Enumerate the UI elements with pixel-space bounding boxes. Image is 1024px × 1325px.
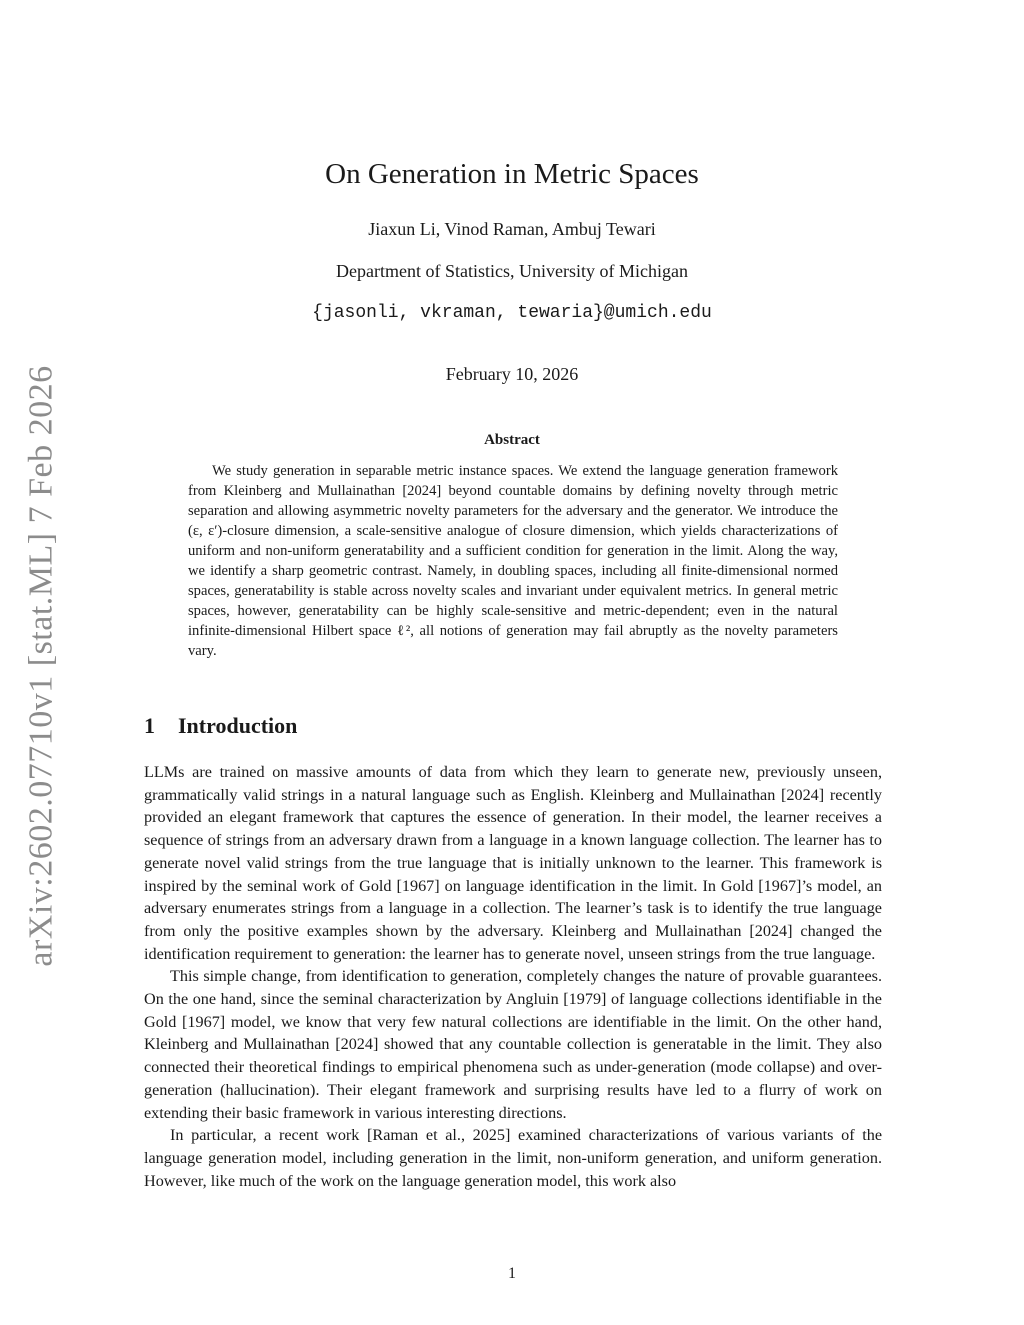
paper-title: On Generation in Metric Spaces: [325, 158, 699, 190]
paragraph: This simple change, from identification to generation, completely changes the nature of provable guarantees. On the one hand, since the seminal characterization by Angluin [1979] of language collections identifiable in the Gold [1967] model, we know that very few natural collections are identifiable in the limit. On the other hand, Kleinberg and Mullainathan [2024] showed that any countable collection is generatable in the limit. They also connected their theoretical findings to empirical phenomena such as under-generation (mode collapse) and over-generation (hallucination). Their elegant framework and surprising results have led to a flurry of work on extending their basic framework in various interesting directions.: [144, 967, 882, 1122]
author-list: Jiaxun Li, Vinod Raman, Ambuj Tewari: [368, 219, 656, 239]
introduction-body: [144, 761, 882, 1192]
arxiv-side-stamp: [10, 367, 74, 965]
arxiv-identifier: arXiv:2602.07710v1 [stat.ML] 7 Feb 2026: [23, 365, 60, 967]
page-number: 1: [508, 1265, 516, 1282]
paragraph: In particular, a recent work [Raman et al., 2025] examined characterizations of various variants of the language generation model, including generation in the limit, non-uniform generation, and uniform generation. However, like much of the work on the language generation model, this work also: [144, 1126, 882, 1190]
paper-date: February 10, 2026: [445, 364, 579, 384]
affiliation: Department of Statistics, University of Michigan: [336, 261, 688, 281]
abstract-text: We study generation in separable metric instance spaces. We extend the language generation framework from Kleinberg and Mullainathan [2024] beyond countable domains by defining novelty through metric separation and allowing asymmetric novelty parameters for the adversary and the generator. We introduce the (ε, ε′)-closure dimension, a scale-sensitive analogue of closure dimension, which yields characterizations of uniform and non-uniform generatability and a sufficient condition for generation in the limit. Along the way, we identify a sharp geometric contrast. Namely, in doubling spaces, including all finite-dimensional normed spaces, generatability is stable across novelty scales and invariant under equivalent metrics. In general metric spaces, however, generatability can be highly scale-sensitive and metric-dependent; even in the natural infinite-dimensional Hilbert space ℓ², all notions of generation may fail abruptly as the novelty parameters vary.: [188, 463, 838, 659]
author-emails: {jasonli, vkraman, tewaria}@umich.edu: [312, 303, 712, 323]
paragraph: LLMs are trained on massive amounts of data from which they learn to generate new, previously unseen, grammatically valid strings in a natural language such as English. Kleinberg and Mullainathan [2024] recently provided an elegant framework that captures the essence of generation. In their model, the learner receives a sequence of strings from an adversary drawn from a language in a known language collection. The learner has to generate novel valid strings from the true language that is initially unknown to the learner. This framework is inspired by the seminal work of Gold [1967] on language identification in the limit. In Gold [1967]’s model, an adversary enumerates strings from a language in a collection. The learner’s task is to identify the true language from only the positive examples shown by the adversary. Kleinberg and Mullainathan [2024] changed the identification requirement to generation: the learner has to generate novel, unseen strings from the true language.: [144, 763, 882, 963]
section-title: Introduction: [178, 713, 298, 738]
section-number: 1: [144, 713, 155, 738]
abstract-heading: Abstract: [484, 432, 540, 448]
section-heading: [144, 713, 297, 739]
